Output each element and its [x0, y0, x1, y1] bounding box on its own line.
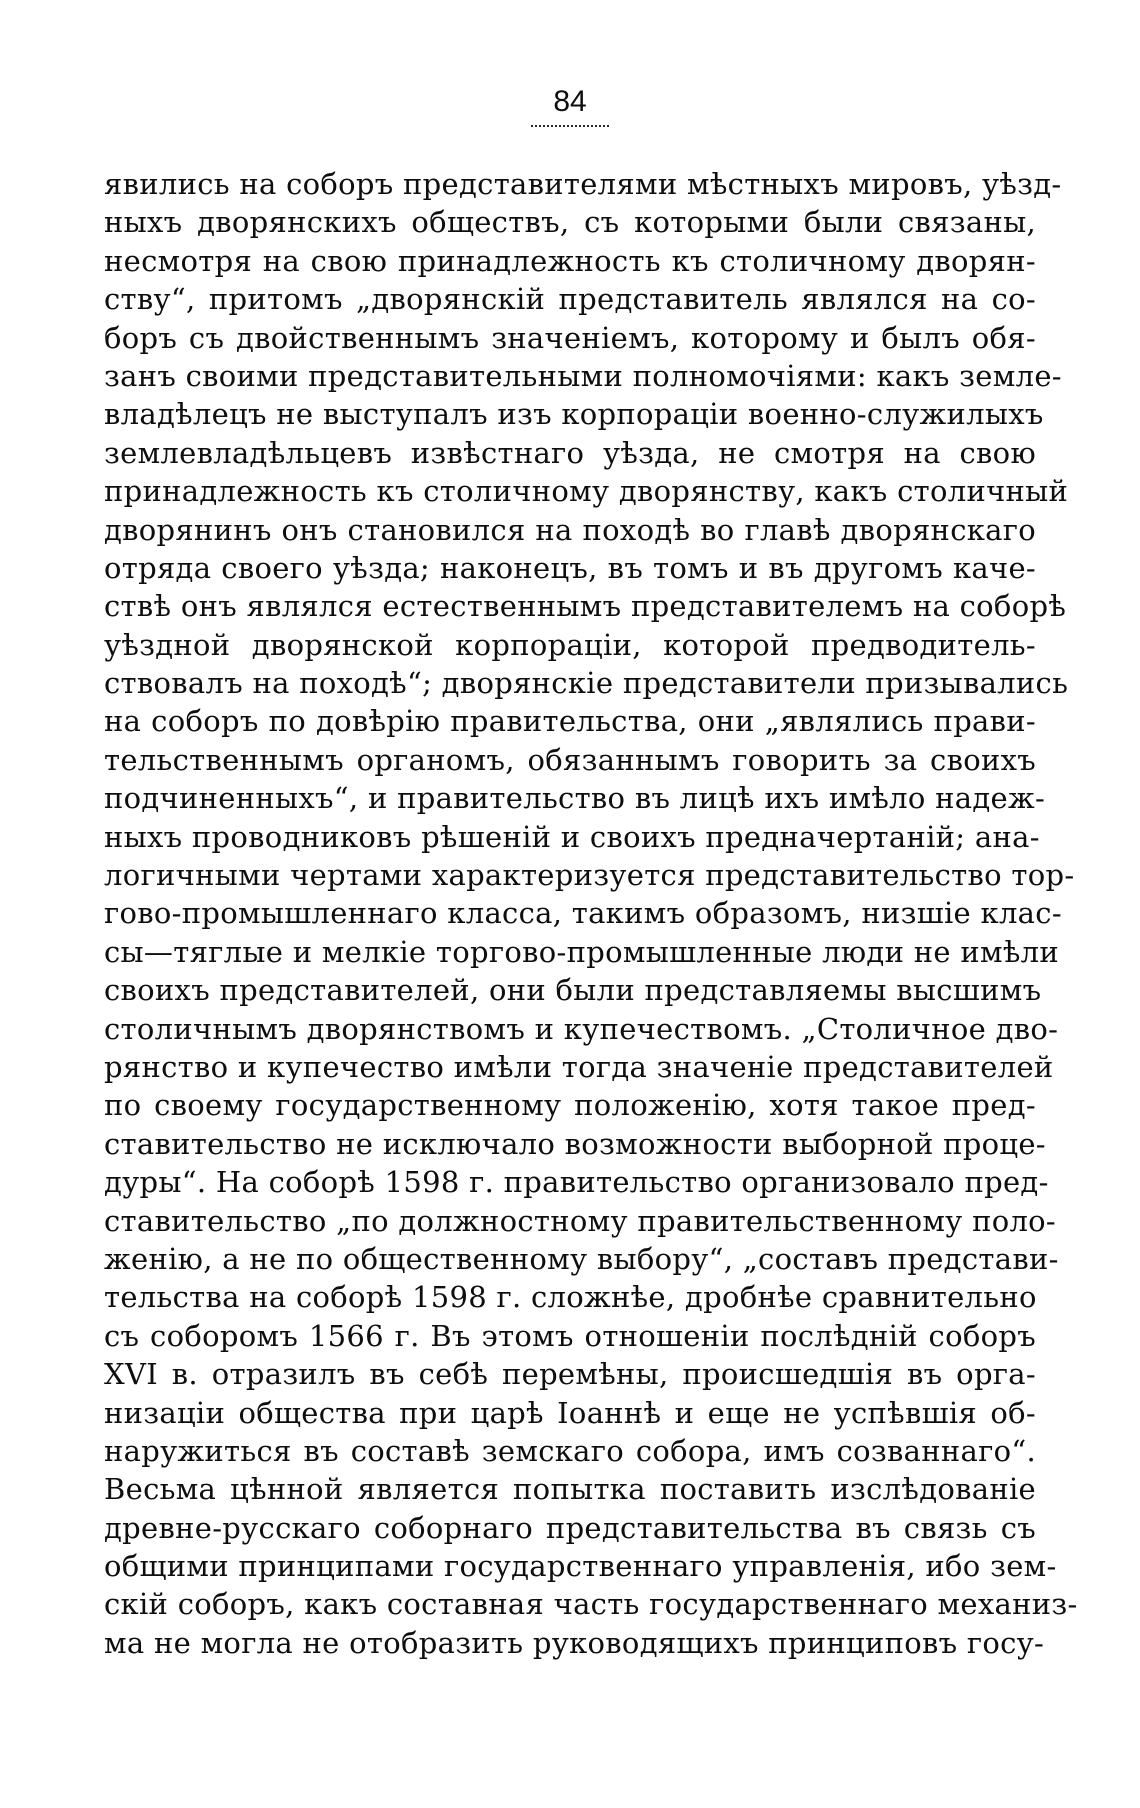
text-line: владѣлецъ не выступалъ изъ корпораціи военно-служилыхъ: [104, 397, 1044, 432]
text-line: ствѣ онъ являлся естественнымъ представителемъ на соборѣ: [104, 589, 1067, 624]
text-line: низаціи общества при царѣ Іоаннѣ и еще не успѣвшія об-: [104, 1395, 1036, 1430]
text-line: древне-русскаго соборнаго представительства въ связь съ: [104, 1510, 1036, 1545]
text-line: общими принципами государственнаго управленія, ибо зем-: [104, 1549, 1057, 1584]
text-line: съ соборомъ 1566 г. Въ этомъ отношеніи послѣдній соборъ: [104, 1318, 1036, 1353]
text-line: явились на соборъ представителями мѣстныхъ мировъ, уѣзд-: [104, 167, 1062, 201]
text-line: гово-промышленнаго класса, такимъ образомъ, низшіе клас-: [104, 896, 1062, 931]
text-line: отряда своего уѣзда; наконецъ, въ томъ и въ другомъ каче-: [104, 550, 1036, 585]
text-line: дуры“. На соборѣ 1598 г. правительство организовало пред-: [104, 1165, 1049, 1200]
text-line: логичными чертами характеризуется представительство тор-: [104, 858, 1075, 893]
text-line: Весьма цѣнной является попытка поставить изслѣдованіе: [104, 1472, 1036, 1507]
text-line: ставительство „по должностному правительственному поло-: [104, 1203, 1057, 1238]
text-line: подчиненныхъ“, и правительство въ лицѣ ихъ имѣло надеж-: [104, 781, 1046, 816]
text-line: ныхъ дворянскихъ обществъ, съ которыми были связаны,: [104, 205, 1036, 240]
text-line: рянство и купечество имѣли тогда значеніе представителей: [104, 1049, 1054, 1084]
text-line: дворянинъ онъ становился на походѣ во главѣ дворянскаго: [104, 512, 1036, 547]
text-line: наружиться въ составѣ земскаго собора, имъ созваннаго“.: [104, 1433, 1036, 1468]
text-line: скій соборъ, какъ составная часть государственнаго механиз-: [104, 1587, 1078, 1622]
text-line: занъ своими представительными полномочіями: какъ земле-: [104, 358, 1062, 393]
text-line: сы—тяглые и мелкіе торгово-промышленные люди не имѣли: [104, 934, 1059, 969]
text-line: ныхъ проводниковъ рѣшеній и своихъ предначертаній; ана-: [104, 819, 1040, 854]
text-line: по своему государственному положенію, хотя такое пред-: [104, 1088, 1036, 1123]
text-line: ставительство не исключало возможности выборной проце-: [104, 1126, 1046, 1161]
text-line: землевладѣльцевъ извѣстнаго уѣзда, не смотря на свою: [104, 435, 1036, 470]
page-number: 84: [553, 85, 587, 118]
text-line: XVI в. отразилъ въ себѣ перемѣны, происшедшія въ орга-: [104, 1357, 1036, 1392]
page-number-rule: [531, 125, 609, 127]
text-line: ствовалъ на походѣ“; дворянскіе представители призывались: [104, 666, 1069, 701]
text-line: уѣздной дворянской корпораціи, которой предводитель-: [104, 627, 1036, 662]
text-line: столичнымъ дворянствомъ и купечествомъ. „Столичное дво-: [104, 1011, 1059, 1046]
text-line: женію, а не по общественному выбору“, „составъ представи-: [104, 1241, 1059, 1276]
text-line: тельства на соборѣ 1598 г. сложнѣе, дробнѣе сравнительно: [104, 1280, 1037, 1315]
text-line: на соборъ по довѣрію правительства, они „являлись прави-: [104, 704, 1036, 739]
text-line: тельственнымъ органомъ, обязаннымъ говорить за своихъ: [104, 742, 1036, 777]
text-line: несмотря на свою принадлежность къ столичному дворян-: [104, 243, 1036, 278]
text-line: принадлежность къ столичному дворянству, какъ столичный: [104, 474, 1069, 509]
body-text: [104, 165, 1078, 1662]
text-line: своихъ представителей, они были представляемы высшимъ: [104, 973, 1042, 1008]
text-line: ству“, притомъ „дворянскій представитель являлся на со-: [104, 282, 1036, 317]
text-line: ма не могла не отобразить руководящихъ принциповъ госу-: [104, 1625, 1045, 1660]
text-line: боръ съ двойственнымъ значеніемъ, которому и былъ обя-: [104, 320, 1036, 355]
